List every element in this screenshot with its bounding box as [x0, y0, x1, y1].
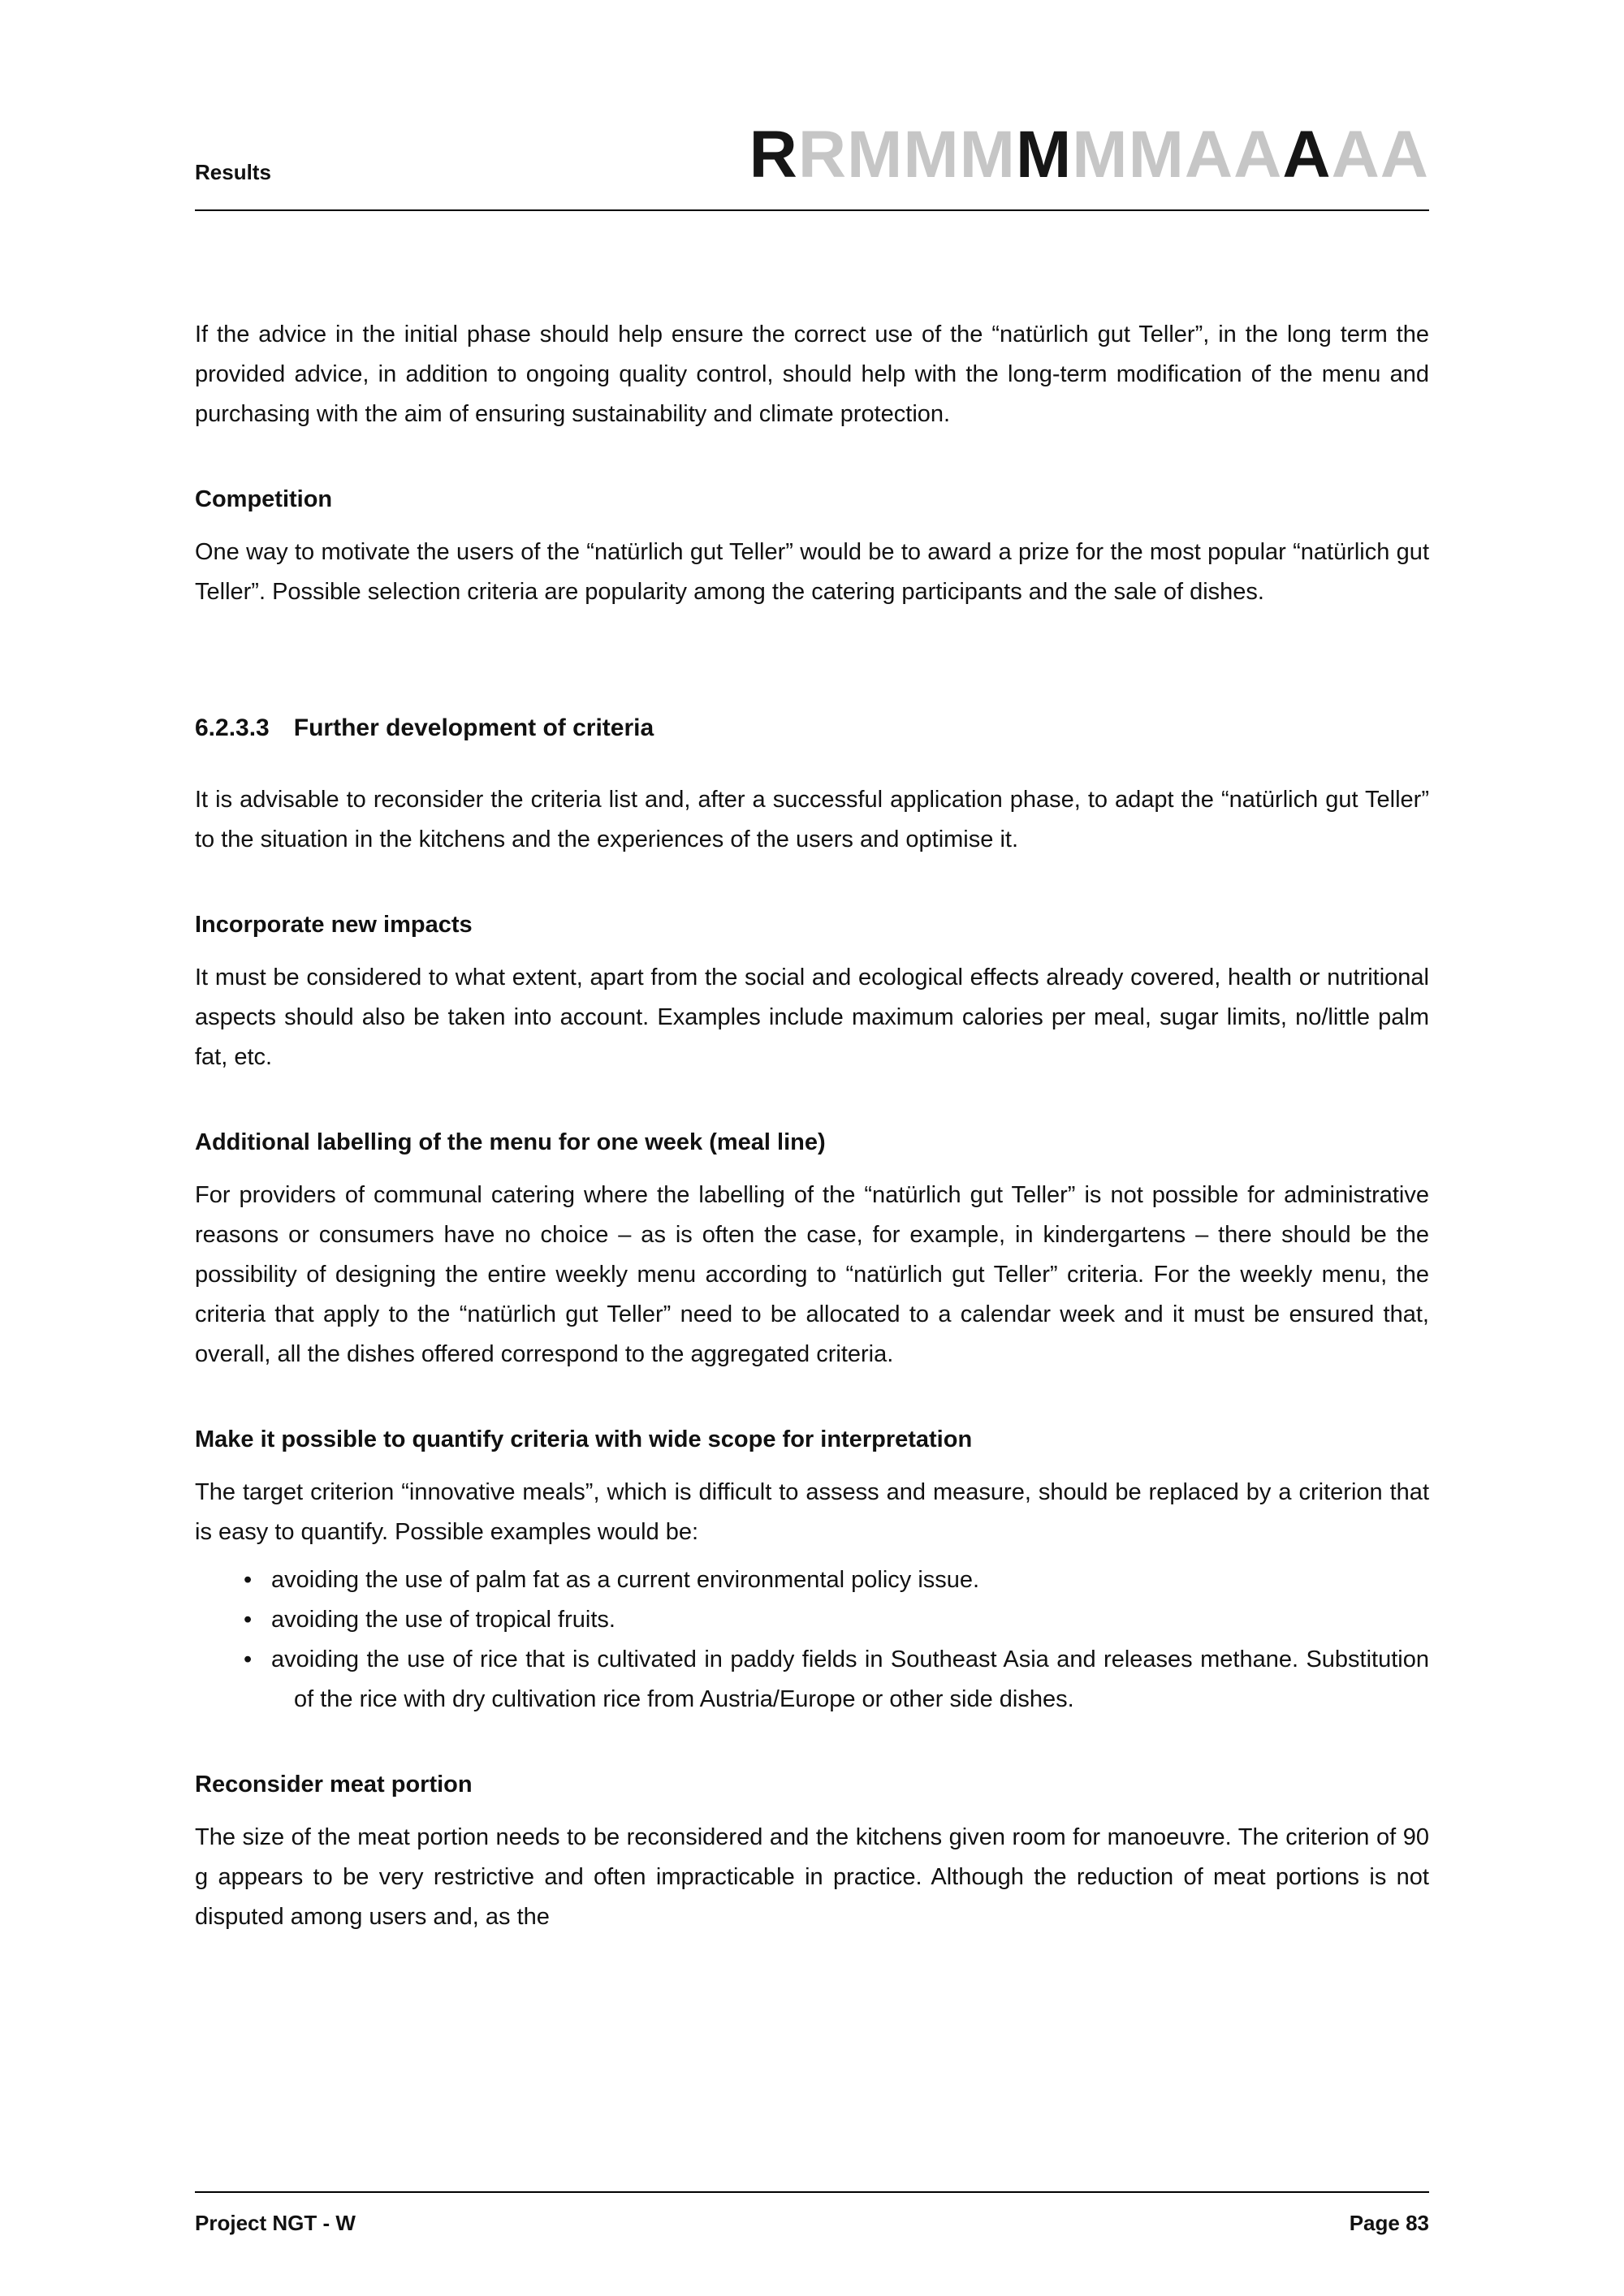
paragraph-reconsider-criteria: It is advisable to reconsider the criteria list and, after a successful application phase, to adapt the “natürlich gut Teller” to the situation in the kitchens and the experiences of the users and optimise it. [195, 787, 1429, 852]
section-title: Further development of criteria [293, 714, 654, 741]
bullet-item: • avoiding the use of tropical fruits. [195, 1600, 1429, 1640]
logo-letter: M [847, 118, 904, 192]
logo-letter: M [959, 118, 1016, 192]
logo-letter: A [1282, 118, 1332, 192]
logo-letter: M [1072, 118, 1129, 192]
logo-letter: M [1128, 118, 1185, 192]
page-footer [195, 2191, 1429, 2236]
footer-project-label: Project NGT - W [195, 2211, 356, 2235]
logo [749, 118, 1429, 192]
paragraph-impacts: It must be considered to what extent, apart from the social and ecological effects already covered, health or nutritional aspects should also be taken into account. Examples include maximum calories per meal, sugar limits, no/little palm fat, etc. [195, 965, 1429, 1070]
logo-letter: A [1233, 118, 1283, 192]
section-number: 6.2.3.3 [195, 714, 270, 741]
heading-quantify-criteria: Make it possible to quantify criteria with wide scope for interpretation [195, 1426, 973, 1452]
paragraph-competition: One way to motivate the users of the “natürlich gut Teller” would be to award a prize for the most popular “natürlich gut Teller”. Possible selection criteria are popularity among the catering participants and the sale of dishes. [195, 539, 1429, 605]
logo-letter: M [903, 118, 960, 192]
bullet-item: • avoiding the use of rice that is cultivated in paddy fields in Southeast Asia and releases methane. Substitution of the rice with dry cultivation rice from Austria/Europe or other side dishes. [195, 1640, 1429, 1720]
main-content [195, 211, 1429, 1937]
bullet-item: • avoiding the use of palm fat as a current environmental policy issue. [195, 1560, 1429, 1600]
logo-letter: A [1184, 118, 1234, 192]
logo-letter: M [1015, 118, 1073, 192]
heading-reconsider-meat-portion: Reconsider meat portion [195, 1772, 473, 1798]
heading-additional-labelling: Additional labelling of the menu for one week (meal line) [195, 1129, 826, 1155]
footer-page-number: Page 83 [1349, 2211, 1429, 2235]
bullet-list [195, 1560, 1429, 1720]
logo-letter: A [1380, 118, 1429, 192]
heading-section-6233 [195, 708, 1429, 748]
heading-incorporate-new-impacts: Incorporate new impacts [195, 912, 473, 938]
header-section-label: Results [195, 160, 271, 184]
paragraph-meat-portion: The size of the meat portion needs to be reconsidered and the kitchens given room for manoeuvre. The criterion of 90 g appears to be very restrictive and often impracticable in practice. Although the reduction of meat portions is not disputed among users and, as the [195, 1824, 1429, 1930]
logo-letter: A [1331, 118, 1380, 192]
logo-letter: R [797, 118, 848, 192]
paragraph-quantify: The target criterion “innovative meals”, which is difficult to assess and measure, should be replaced by a criterion that is easy to quantify. Possible examples would be: [195, 1479, 1429, 1545]
paragraph-labelling: For providers of communal catering where the labelling of the “natürlich gut Teller” is not possible for administrative reasons or consumers have no choice – as is often the case, for example, in kindergartens – there should be the possibility of designing the entire weekly menu according to “natürlich gut Teller” criteria. For the weekly menu, the criteria that apply to the “natürlich gut Teller” need to be allocated to a calendar week and it must be ensured that, overall, all the dishes offered correspond to the aggregated criteria. [195, 1182, 1429, 1367]
heading-competition: Competition [195, 486, 333, 512]
logo-letter: R [749, 118, 798, 192]
page-header [195, 118, 1429, 211]
paragraph-intro: If the advice in the initial phase should help ensure the correct use of the “natürlich gut Teller”, in the long term the provided advice, in addition to ongoing quality control, should help with the long-term modification of the menu and purchasing with the aim of ensuring sustainability and climate protection. [195, 322, 1429, 427]
